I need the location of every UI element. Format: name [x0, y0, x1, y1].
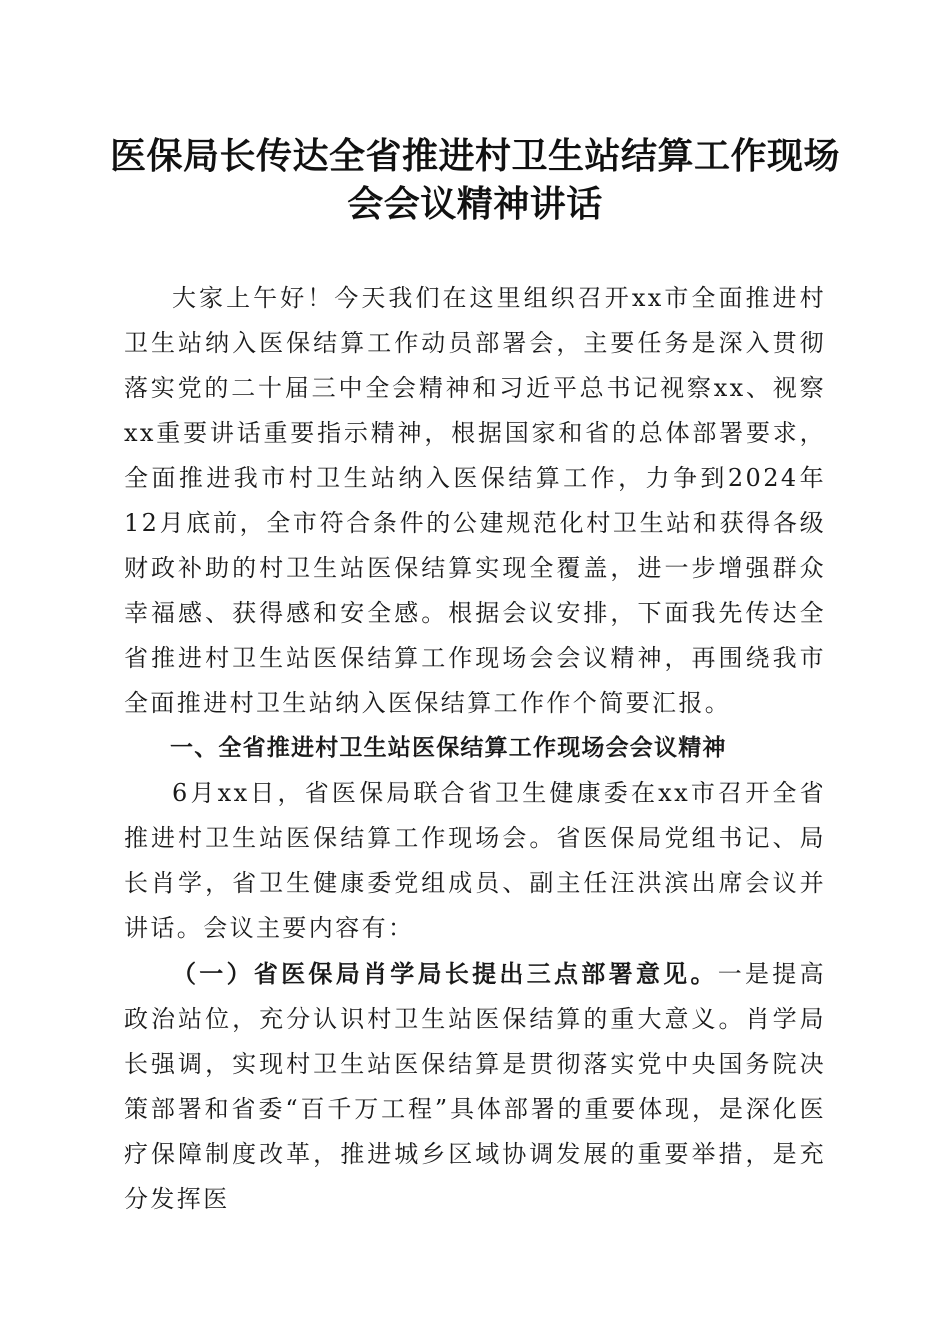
- document-title: [110, 132, 840, 228]
- subsection-1-lead: （一）省医保局肖学局长提出三点部署意见。: [172, 959, 718, 988]
- section-1-heading: 一、全省推进村卫生站医保结算工作现场会会议精神: [170, 735, 727, 761]
- subsection-1-paragraph: [124, 951, 826, 1222]
- title-line-2: 会会议精神讲话: [347, 183, 603, 225]
- subsection-1-body: 一是提高政治站位，充分认识村卫生站医保结算的重大意义。肖学局长强调，实现村卫生站医保结算是贯彻落实党中央国务院决策部署和省委“百千万工程”具体部署的重要体现，是深化医疗保障制度改革，推进城乡区域协调发展的重要举措，是充分发挥医: [124, 960, 826, 1213]
- section-1-paragraph: 6月xx日，省医保局联合省卫生健康委在xx市召开全省推进村卫生站医保结算工作现场会。省医保局党组书记、局长肖学，省卫生健康委党组成员、副主任汪洪滨出席会议并讲话。会议主要内容有：: [124, 779, 826, 942]
- title-line-1: 医保局长传达全省推进村卫生站结算工作现场: [110, 135, 841, 177]
- document-body: [124, 276, 826, 1222]
- intro-paragraph: 大家上午好！今天我们在这里组织召开xx市全面推进村卫生站纳入医保结算工作动员部署会，主要任务是深入贯彻落实党的二十届三中全会精神和习近平总书记视察xx、视察xx重要讲话重要指示精神，根据国家和省的总体部署要求，全面推进我市村卫生站纳入医保结算工作，力争到2024年12月底前，全市符合条件的公建规范化村卫生站和获得各级财政补助的村卫生站医保结算实现全覆盖，进一步增强群众幸福感、获得感和安全感。根据会议安排，下面我先传达全省推进村卫生站医保结算工作现场会会议精神，再围绕我市全面推进村卫生站纳入医保结算工作作个简要汇报。: [124, 284, 826, 717]
